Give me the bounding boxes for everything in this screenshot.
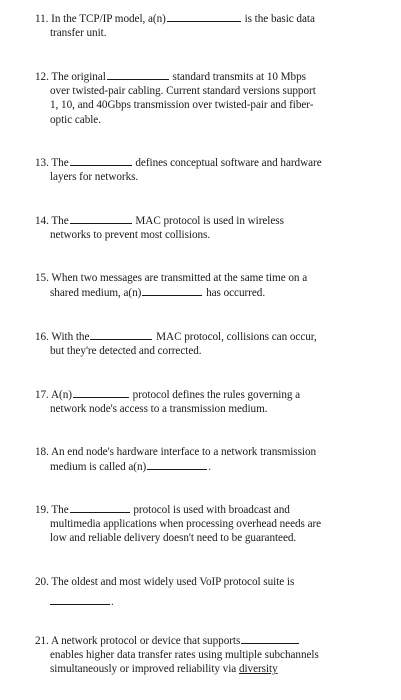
question-text: medium is called a(n) [50, 461, 147, 474]
question-text: MAC protocol is used in wireless [135, 215, 284, 227]
answer-blank[interactable] [50, 594, 110, 605]
question-text: The oldest and most widely used VoIP protocol suite is [51, 576, 295, 588]
question-text: optic cable. [50, 113, 101, 126]
question-text: protocol is used with broadcast and [133, 504, 290, 516]
answer-blank[interactable] [73, 387, 129, 398]
question-11 [35, 11, 365, 40]
question-15 [35, 271, 365, 300]
question-text: The [51, 215, 69, 227]
answer-blank[interactable] [70, 213, 132, 224]
question-number: 14. [35, 215, 49, 227]
question-text: In the TCP/IP model, a(n) [51, 13, 166, 25]
answer-blank[interactable] [147, 459, 207, 470]
question-text: The [51, 157, 69, 169]
question-21 [35, 633, 365, 677]
question-text: 1, 10, and 40Gbps transmission over twisted-pair and fiber- [50, 99, 314, 112]
question-text: layers for networks. [50, 171, 139, 184]
question-12 [35, 69, 365, 127]
question-14 [35, 213, 365, 242]
question-number: 18. [35, 446, 49, 458]
question-text: but they're detected and corrected. [50, 345, 202, 358]
question-number: 15. [35, 272, 49, 284]
question-text: With the [51, 331, 90, 343]
answer-blank[interactable] [70, 502, 130, 513]
question-text: simultaneously or improved reliability via [50, 663, 237, 676]
question-text: . [111, 596, 114, 609]
question-text: defines conceptual software and hardware [135, 157, 322, 169]
question-number: 17. [35, 389, 49, 401]
question-text: has occurred. [206, 287, 266, 300]
question-text: standard transmits at 10 Mbps [172, 71, 306, 83]
question-number: 21. [35, 635, 49, 647]
question-text: A network protocol or device that supports [50, 635, 241, 647]
question-17 [35, 387, 365, 416]
answer-blank[interactable] [70, 155, 132, 166]
question-16 [35, 329, 365, 358]
question-text: networks to prevent most collisions. [50, 229, 211, 242]
question-19 [35, 502, 365, 546]
question-number: 12. [35, 71, 49, 83]
question-text: enables higher data transfer rates using multiple subchannels [50, 649, 319, 662]
question-text: . [208, 461, 211, 474]
question-text: shared medium, a(n) [50, 287, 142, 300]
question-text: low and reliable delivery doesn't need to be guaranteed. [50, 532, 297, 545]
question-text: A(n) [50, 389, 72, 401]
question-text: is the basic data [244, 13, 315, 25]
answer-blank[interactable] [107, 69, 169, 80]
question-number: 19. [35, 504, 49, 516]
question-number: 20. [35, 576, 49, 588]
question-number: 11. [35, 13, 49, 25]
question-number: 16. [35, 331, 49, 343]
answer-blank[interactable] [241, 633, 299, 644]
question-13 [35, 155, 365, 184]
question-text: An end node's hardware interface to a network transmission [50, 446, 317, 458]
answer-blank[interactable] [90, 329, 152, 340]
question-text: transfer unit. [50, 27, 107, 40]
question-text: The original [51, 71, 106, 83]
underlined-word: diversity [238, 663, 278, 676]
question-text: MAC protocol, collisions can occur, [156, 331, 317, 343]
answer-blank[interactable] [167, 11, 241, 22]
question-number: 13. [35, 157, 49, 169]
question-20 [35, 575, 365, 609]
question-text: When two messages are transmitted at the same time on a [51, 272, 308, 284]
question-text: over twisted-pair cabling. Current standard versions support [50, 85, 316, 98]
question-text: multimedia applications when processing overhead needs are [50, 518, 322, 531]
answer-blank[interactable] [142, 285, 202, 296]
question-text: network node's access to a transmission medium. [50, 403, 268, 416]
question-18 [35, 445, 365, 474]
question-text: protocol defines the rules governing a [132, 389, 301, 401]
question-text: The [51, 504, 69, 516]
